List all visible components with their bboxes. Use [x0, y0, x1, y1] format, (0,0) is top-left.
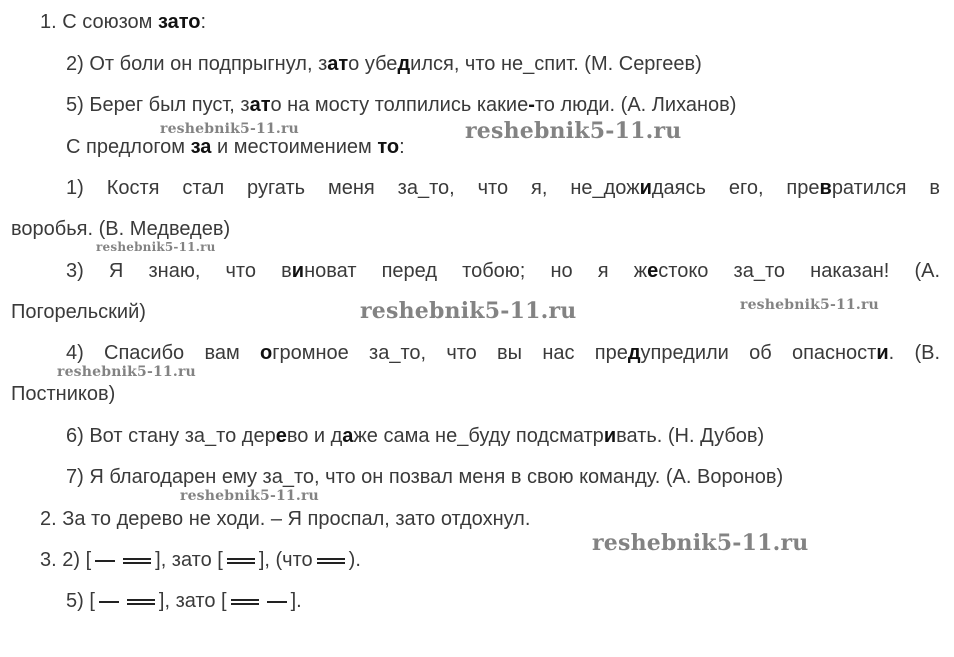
watermark: reshebnik5-11.ru: [465, 118, 682, 144]
subject-dash-mark: [99, 601, 119, 603]
example-line: 1) Костя стал ругать меня за_то, что я, не_дожидаясь его, превратился в: [66, 177, 941, 199]
answer-3-scheme-2: 5) [ ], зато [ ].: [66, 590, 302, 612]
example-line: 4) Спасибо вам огромное за_то, что вы нас предупредили об опасности. (В.: [66, 342, 941, 364]
watermark: reshebnik5-11.ru: [740, 297, 879, 313]
predicate-double-line-mark: [127, 599, 155, 605]
watermark: reshebnik5-11.ru: [57, 364, 196, 380]
answer-2: 2. За то дерево не ходи. – Я проспал, зато отдохнул.: [40, 508, 531, 530]
subject-dash-mark: [95, 560, 115, 562]
example-line: 7) Я благодарен ему за_то, что он позвал меня в свою команду. (А. Воронов): [66, 466, 784, 488]
answer-3-scheme-1: 3. 2) [ ], зато [ ], (что ).: [40, 549, 361, 571]
example-line: 5) Берег был пуст, зато на мосту толпились какие-то люди. (А. Лиханов): [66, 94, 737, 116]
watermark: reshebnik5-11.ru: [592, 530, 809, 556]
predicate-double-line-mark: [123, 558, 151, 564]
predicate-double-line-mark: [227, 558, 255, 564]
subject-dash-mark: [267, 601, 287, 603]
predicate-double-line-mark: [231, 599, 259, 605]
example-line-continued: воробья. (В. Медведев): [11, 218, 231, 240]
watermark: reshebnik5-11.ru: [180, 488, 319, 504]
example-line: 2) От боли он подпрыгнул, зато убедился, что не_спит. (М. Сергеев): [66, 53, 702, 75]
heading-conjunction: 1. С союзом зато:: [40, 11, 207, 33]
heading-preposition: С предлогом за и местоимением то:: [66, 136, 405, 158]
predicate-double-line-mark: [317, 558, 345, 564]
example-line-continued: Постников): [11, 383, 116, 405]
watermark: reshebnik5-11.ru: [96, 240, 216, 254]
example-line-continued: Погорельский): [11, 301, 146, 323]
example-line: 6) Вот стану за_то дерево и даже сама не_буду подсматривать. (Н. Дубов): [66, 425, 765, 447]
watermark: reshebnik5-11.ru: [360, 298, 577, 324]
watermark: reshebnik5-11.ru: [160, 121, 299, 137]
example-line: 3) Я знаю, что виноват перед тобою; но я жестоко за_то наказан! (А.: [66, 260, 941, 282]
